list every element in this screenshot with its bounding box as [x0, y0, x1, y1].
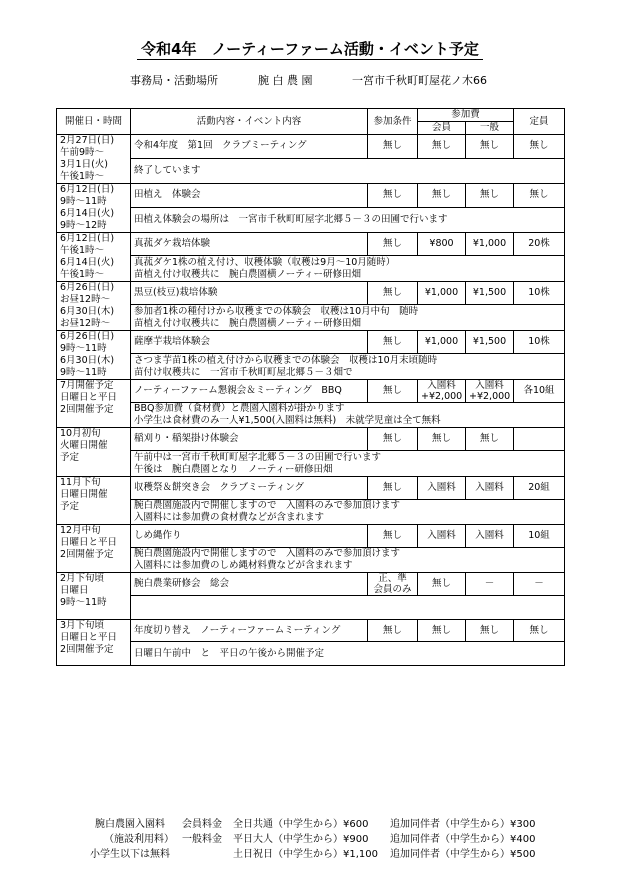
event-date-line: 9時～12時: [60, 220, 107, 231]
event-note-line: 入園料には参加費の食材費などが含まれます: [134, 512, 325, 523]
event-capacity: 無し: [514, 184, 565, 208]
general-fee-line: +¥2,000: [469, 391, 511, 402]
event-date-line: 2月27日(日): [60, 135, 115, 146]
event-date: [57, 331, 131, 380]
event-activity: 腕白農業研修会 総会: [131, 573, 368, 596]
event-date-line: 6月14日(火): [60, 208, 115, 219]
event-date-line: 6月30日(木): [60, 306, 115, 317]
event-member-fee: [418, 573, 466, 596]
event-note-line: 真菰ダケ1株の植え付け、収穫体験（収穫は9月～10月随時）: [134, 256, 396, 268]
event-date-line: 日曜日: [60, 585, 89, 596]
event-capacity: 無し: [514, 620, 565, 642]
event-date-line: 2回開催予定: [60, 644, 114, 655]
header-fee: 参加費: [418, 109, 514, 122]
event-note-line: 午前中は一宮市千秋町町屋字北郷５－３の田圃で行います: [134, 451, 382, 463]
event-date-line: 6月12日(日): [60, 184, 115, 195]
event-note: [131, 548, 565, 573]
event-activity: しめ縄作り: [131, 525, 368, 548]
event-member-fee: [418, 380, 466, 403]
schedule-note-row: [57, 256, 565, 282]
event-activity: 収穫祭＆餅突き会 クラブミーティング: [131, 477, 368, 500]
condition: 無し: [382, 287, 402, 299]
event-note-line: 午後は 腕白農園となり ノーティー研修田畑: [134, 463, 333, 475]
condition: 無し: [382, 140, 402, 152]
event-activity: 真菰ダケ栽培体験: [131, 233, 368, 256]
general-fee: －: [484, 578, 495, 589]
schedule-note-row: [57, 451, 565, 477]
office-address: 一宮市千秋町町屋花ノ木66: [352, 74, 487, 87]
event-note: [131, 596, 565, 620]
event-date-line: 7月開催予定: [60, 380, 114, 391]
event-note: [131, 256, 565, 282]
footer-general-fee: 一般料金: [182, 834, 222, 845]
event-capacity: [514, 428, 565, 451]
event-capacity: 10組: [514, 525, 565, 548]
general-fee: 無し: [480, 624, 500, 636]
event-date-line: 予定: [60, 452, 80, 463]
schedule-row: [57, 525, 565, 548]
schedule-note-row: [57, 354, 565, 380]
member-fee: ¥800: [429, 238, 454, 249]
general-fee: ¥1,500: [472, 336, 507, 347]
event-note-line: 参加者1株の種付けから収穫までの体験会 収穫は10月中旬 随時: [134, 305, 419, 317]
event-date-line: 午後1時～: [60, 171, 105, 182]
event-condition: [368, 184, 418, 208]
condition-line: 会員のみ: [373, 584, 412, 595]
schedule-note-row: [57, 207, 565, 232]
schedule-row: [57, 380, 565, 403]
title-text: 令和4年 ノーティーファーム活動・イベント予定: [137, 40, 483, 60]
condition: 無し: [382, 385, 402, 396]
header-date: 開催日・時間: [57, 109, 131, 135]
office-name: 腕 白 農 園: [258, 74, 313, 87]
general-fee: 入園料: [475, 482, 504, 493]
event-activity: ノーティーファーム懇親会＆ミーティング BBQ: [131, 380, 368, 403]
event-date-line: 日曜日開催: [60, 489, 108, 500]
event-date: [57, 620, 131, 666]
member-fee: 無し: [431, 578, 451, 589]
schedule-note-row: [57, 596, 565, 620]
condition: 無し: [382, 624, 402, 636]
event-note: [131, 354, 565, 380]
footer-price-3: 土日祝日（中学生から）¥1,100: [233, 849, 378, 860]
member-fee: 無し: [431, 624, 451, 636]
schedule-note-row: [57, 500, 565, 525]
event-note-line: 苗植え付け収穫共に 腕白農園横ノーティー研修田畑: [134, 268, 361, 280]
member-fee: 無し: [431, 140, 451, 152]
footer-member-fee: 会員料金: [182, 819, 222, 830]
member-fee: 入園料: [427, 530, 456, 541]
condition: 無し: [382, 433, 402, 444]
general-fee: ¥1,000: [472, 238, 507, 249]
event-condition: [368, 135, 418, 159]
event-date-line: 3月下旬頃: [60, 620, 105, 631]
schedule-row: [57, 428, 565, 451]
event-date-line: 11月下旬: [60, 477, 101, 488]
schedule-note-row: [57, 403, 565, 428]
event-condition: [368, 233, 418, 256]
event-note-line: 腕白農園施設内で開催しますので 入園料のみで参加頂けます: [134, 500, 401, 511]
event-date-line: 6月26日(日): [60, 282, 115, 293]
event-date-line: 日曜日と平日: [60, 392, 118, 403]
footer-entry-fee: 腕白農園入園料: [95, 819, 165, 830]
event-date: [57, 135, 131, 184]
event-capacity: 20組: [514, 477, 565, 500]
event-date-line: 9時～11時: [60, 343, 107, 354]
event-date-line: 6月30日(木): [60, 355, 115, 366]
event-general-fee: [466, 573, 514, 596]
member-fee: ¥1,000: [424, 336, 459, 347]
event-member-fee: [418, 282, 466, 305]
schedule-row: [57, 620, 565, 642]
member-fee: ¥1,000: [424, 287, 459, 299]
event-condition: [368, 380, 418, 403]
condition-line: 正、準: [378, 573, 407, 584]
condition: 無し: [382, 336, 402, 347]
event-date-line: 日曜日と平日: [60, 632, 118, 643]
footer-price-1: 全日共通（中学生から）¥600: [233, 819, 369, 830]
event-date-line: お昼12時～: [60, 294, 111, 305]
event-date-line: 2回開催予定: [60, 404, 114, 415]
schedule-row: [57, 233, 565, 256]
event-general-fee: [466, 380, 514, 403]
event-member-fee: [418, 331, 466, 354]
condition: 無し: [382, 189, 402, 201]
event-date-line: 6月26日(日): [60, 331, 115, 342]
event-date: [57, 184, 131, 233]
schedule-row: [57, 282, 565, 305]
header-capacity: 定員: [514, 109, 565, 135]
general-fee: 無し: [480, 140, 500, 152]
member-fee-line: +¥2,000: [421, 391, 463, 402]
header-condition: 参加条件: [368, 109, 418, 135]
event-member-fee: [418, 184, 466, 208]
footer-children-free: 小学生以下は無料: [90, 849, 170, 860]
header-general: 一般: [466, 122, 514, 135]
footer-price-2: 平日大人（中学生から）¥900: [233, 834, 369, 845]
event-note-line: BBQ参加費（食材費）と農園入園料が掛かります: [134, 403, 345, 414]
footer-extra-3: 追加同伴者（中学生から）¥500: [390, 849, 536, 860]
event-activity: 薩摩芋栽培体験会: [131, 331, 368, 354]
event-note-line: 苗植え付け収穫共に 腕白農園横ノーティー研修田畑: [134, 317, 361, 329]
event-note-line: 腕白農園施設内で開催しますので 入園料のみで参加頂けます: [134, 548, 401, 559]
schedule-row: [57, 573, 565, 596]
event-date-line: 9時～11時: [60, 367, 107, 378]
event-note-line: 苗付け収穫共に 一宮市千秋町町屋北郷５－３畑で: [134, 366, 353, 378]
event-note-line: 日曜日午前中 と 平日の午後から開催予定: [134, 647, 325, 659]
event-date-line: 午前9時～: [60, 147, 105, 158]
general-fee: ¥1,500: [472, 287, 507, 299]
event-date-line: 9時～11時: [60, 196, 107, 207]
event-note: [131, 158, 565, 183]
event-date: [57, 282, 131, 331]
schedule-row: [57, 477, 565, 500]
event-general-fee: [466, 331, 514, 354]
schedule-note-row: [57, 642, 565, 666]
event-note: [131, 451, 565, 477]
event-note-line: 終了しています: [134, 164, 201, 176]
event-date-line: 午後1時～: [60, 245, 105, 256]
event-date: [57, 525, 131, 573]
footer-extra-1: 追加同伴者（中学生から）¥300: [390, 819, 536, 830]
event-note-line: 田植え体験会の場所は 一宮市千秋町町屋字北郷５－３の田圃で行います: [134, 213, 448, 225]
event-activity: 田植え 体験会: [131, 184, 368, 208]
event-general-fee: [466, 233, 514, 256]
event-capacity: －: [514, 573, 565, 596]
event-member-fee: [418, 477, 466, 500]
event-member-fee: [418, 620, 466, 642]
event-condition: [368, 331, 418, 354]
page-title: [0, 38, 620, 59]
event-capacity: 10株: [514, 331, 565, 354]
event-date-line: 3月1日(火): [60, 159, 109, 170]
condition: 無し: [382, 530, 402, 541]
event-capacity: 20株: [514, 233, 565, 256]
condition: 無し: [382, 238, 402, 249]
header-activity: 活動内容・イベント内容: [131, 109, 368, 135]
schedule-table: [56, 108, 565, 666]
event-note: [131, 500, 565, 525]
event-activity: 黒豆(枝豆)栽培体験: [131, 282, 368, 305]
event-general-fee: [466, 620, 514, 642]
event-date-line: 12月中旬: [60, 525, 101, 536]
event-date-line: 火曜日開催: [60, 440, 108, 451]
schedule-row: [57, 184, 565, 208]
event-date-line: 6月14日(火): [60, 257, 115, 268]
event-note: [131, 642, 565, 666]
event-capacity: 10株: [514, 282, 565, 305]
event-note-line: 小学生は食材費のみ一人¥1,500(入園料は無料) 未就学児童は全て無料: [134, 415, 441, 426]
event-date-line: 10月初旬: [60, 428, 101, 439]
event-condition: [368, 428, 418, 451]
office-label: 事務局・活動場所: [130, 74, 218, 87]
general-fee: 入園料: [475, 530, 504, 541]
member-fee: 無し: [431, 433, 451, 444]
member-fee: 入園料: [427, 482, 456, 493]
member-fee: 無し: [431, 189, 451, 201]
schedule-row: [57, 135, 565, 159]
event-condition: [368, 573, 418, 596]
event-date: [57, 428, 131, 477]
event-member-fee: [418, 135, 466, 159]
event-date: [57, 573, 131, 620]
event-activity: 令和4年度 第1回 クラブミーティング: [131, 135, 368, 159]
header-member: 会員: [418, 122, 466, 135]
event-member-fee: [418, 525, 466, 548]
event-general-fee: [466, 525, 514, 548]
general-fee: 無し: [480, 189, 500, 201]
event-date-line: 2回開催予定: [60, 549, 114, 560]
schedule-note-row: [57, 158, 565, 183]
event-date: [57, 477, 131, 525]
event-date: [57, 380, 131, 428]
event-date-line: 日曜日と平日: [60, 537, 118, 548]
event-condition: [368, 620, 418, 642]
event-note-line: さつま芋苗1株の植え付けから収穫までの体験会 収穫は10月末頃随時: [134, 354, 438, 366]
event-note-line: 入園料には参加費のしめ縄材料費などが含まれます: [134, 560, 353, 571]
event-condition: [368, 477, 418, 500]
event-condition: [368, 525, 418, 548]
event-date-line: お昼12時～: [60, 318, 111, 329]
event-note: [131, 305, 565, 331]
event-condition: [368, 282, 418, 305]
event-activity: 稲刈り・稲架掛け体験会: [131, 428, 368, 451]
event-capacity: 各10組: [514, 380, 565, 403]
footer-facility: （施設利用料）: [104, 834, 174, 845]
general-fee: 無し: [480, 433, 500, 444]
schedule-note-row: [57, 548, 565, 573]
event-note: [131, 207, 565, 232]
footer-extra-2: 追加同伴者（中学生から）¥400: [390, 834, 536, 845]
event-member-fee: [418, 233, 466, 256]
event-general-fee: [466, 282, 514, 305]
event-date-line: 予定: [60, 501, 80, 512]
event-member-fee: [418, 428, 466, 451]
event-general-fee: [466, 428, 514, 451]
event-date-line: 午後1時～: [60, 269, 105, 280]
event-date-line: 9時～11時: [60, 597, 107, 608]
condition: 無し: [382, 482, 402, 493]
event-date: [57, 233, 131, 282]
event-date-line: 6月12日(日): [60, 233, 115, 244]
event-capacity: 無し: [514, 135, 565, 159]
member-fee-line: 入園料: [427, 380, 456, 391]
event-general-fee: [466, 184, 514, 208]
event-activity: 年度切り替え ノーティーファームミーティング: [131, 620, 368, 642]
event-note: [131, 403, 565, 428]
general-fee-line: 入園料: [475, 380, 504, 391]
event-general-fee: [466, 135, 514, 159]
schedule-note-row: [57, 305, 565, 331]
schedule-row: [57, 331, 565, 354]
event-general-fee: [466, 477, 514, 500]
event-date-line: 2月下旬頃: [60, 573, 105, 584]
